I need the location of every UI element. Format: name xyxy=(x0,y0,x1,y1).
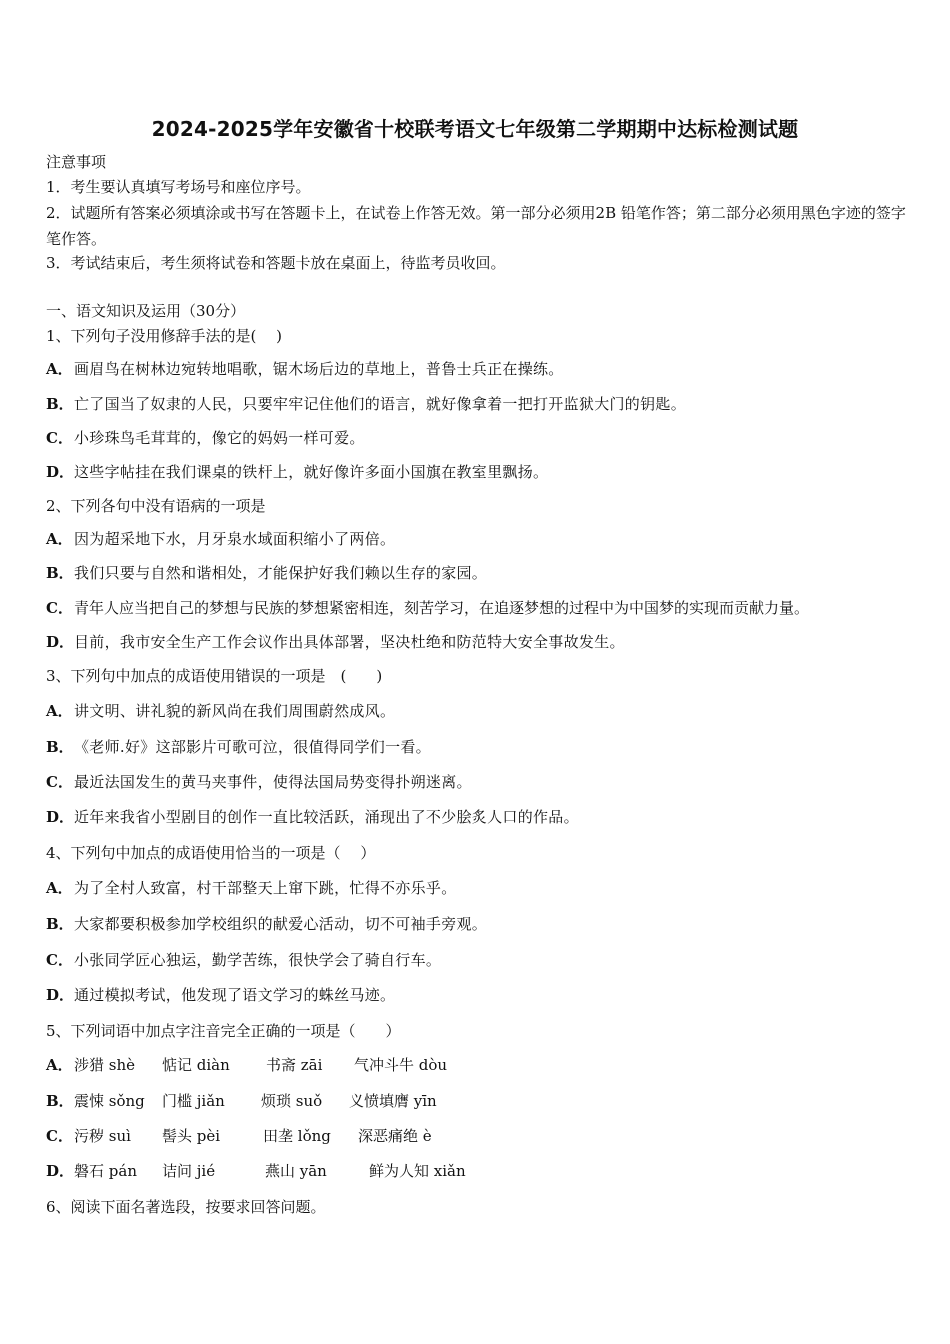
pinyin-word: 门槛 jiǎn xyxy=(162,1092,225,1110)
pinyin-word: 书斋 zāi xyxy=(266,1056,323,1074)
option-text: 《老师.好》这部影片可歌可泣，很值得同学们一看。 xyxy=(74,738,431,756)
option-letter: A． xyxy=(46,879,73,897)
option-row xyxy=(46,701,395,721)
pinyin-word: 气冲斗牛 dòu xyxy=(354,1056,448,1074)
page-title: 2024-2025学年安徽省十校联考语文七年级第二学期期中达标检测试题 xyxy=(151,117,799,141)
option-text: 最近法国发生的黄马夹事件，使得法国局势变得扑朔迷离。 xyxy=(74,773,472,791)
option-row xyxy=(46,878,457,898)
option-letter: D． xyxy=(46,808,75,826)
option-letter: A． xyxy=(46,530,73,548)
pinyin-word: 污秽 suì xyxy=(74,1127,131,1145)
notice-item: 2．试题所有答案必须填涂或书写在答题卡上，在试卷上作答无效。第一部分必须用2B 铅笔作答；第二部分必须用黑色字迹的签字笔作答。 xyxy=(46,204,906,248)
option-letter: D． xyxy=(46,986,75,1004)
option-row xyxy=(46,737,431,757)
question-stem: 4、下列句中加点的成语使用恰当的一项是（ ） xyxy=(46,844,376,862)
option-letter: D． xyxy=(46,1162,75,1180)
pinyin-word: 惦记 diàn xyxy=(162,1056,230,1074)
option-letter: B． xyxy=(46,738,74,756)
option-text: 这些字帖挂在我们课桌的铁杆上，就好像许多面小国旗在教室里飘扬。 xyxy=(74,463,549,481)
pinyin-word: 诘问 jié xyxy=(162,1162,216,1180)
option-text: 亡了国当了奴隶的人民，只要牢牢记住他们的语言，就好像拿着一把打开监狱大门的钥匙。 xyxy=(74,395,687,413)
option-text: 大家都要积极参加学校组织的献爱心活动，切不可袖手旁观。 xyxy=(74,915,488,933)
notice-heading: 注意事项 xyxy=(46,153,107,171)
question-stem: 3、下列句中加点的成语使用错误的一项是 ( ) xyxy=(46,667,383,685)
question-stem: 5、下列词语中加点字注音完全正确的一项是（ ） xyxy=(46,1022,401,1040)
option-row xyxy=(46,1091,437,1111)
option-row xyxy=(46,807,579,827)
option-row xyxy=(46,359,564,379)
option-row xyxy=(46,563,487,583)
option-text: 近年来我省小型剧目的创作一直比较活跃，涌现出了不少脍炙人口的作品。 xyxy=(74,808,579,826)
option-row xyxy=(46,462,548,482)
question-stem: 1、下列句子没用修辞手法的是( ) xyxy=(46,327,283,345)
pinyin-word: 烦琐 suǒ xyxy=(261,1092,323,1110)
question-stem: 2、下列各句中没有语病的一项是 xyxy=(46,497,266,515)
option-row xyxy=(46,1126,432,1146)
option-letter: A． xyxy=(46,360,73,378)
pinyin-word: 燕山 yān xyxy=(265,1162,327,1180)
option-letter: B． xyxy=(46,915,74,933)
option-row xyxy=(46,914,487,934)
option-letter: A． xyxy=(46,1056,73,1074)
pinyin-word: 髻头 pèi xyxy=(162,1127,221,1145)
option-text: 因为超采地下水，月牙泉水域面积缩小了两倍。 xyxy=(74,530,396,548)
pinyin-word: 深恶痛绝 è xyxy=(358,1127,432,1145)
notice-item: 1．考生要认真填写考场号和座位序号。 xyxy=(46,178,311,196)
option-letter: A． xyxy=(46,702,73,720)
pinyin-word: 震悚 sǒng xyxy=(74,1092,145,1110)
pinyin-word: 磐石 pán xyxy=(74,1162,137,1180)
pinyin-word: 鲜为人知 xiǎn xyxy=(369,1162,466,1180)
question-stem: 6、阅读下面名著选段，按要求回答问题。 xyxy=(46,1198,326,1216)
option-text: 通过模拟考试，他发现了语文学习的蛛丝马迹。 xyxy=(74,986,396,1004)
notice-item: 3．考试结束后，考生须将试卷和答题卡放在桌面上，待监考员收回。 xyxy=(46,254,506,272)
section-heading: 一、语文知识及运用（30分） xyxy=(46,302,246,320)
option-letter: C． xyxy=(46,429,73,447)
option-text: 讲文明、讲礼貌的新风尚在我们周围蔚然成风。 xyxy=(74,702,396,720)
option-text: 小张同学匠心独运，勤学苦练，很快学会了骑自行车。 xyxy=(74,951,442,969)
option-letter: B． xyxy=(46,395,74,413)
option-text: 青年人应当把自己的梦想与民族的梦想紧密相连，刻苦学习，在追逐梦想的过程中为中国梦的实现而贡献力量。 xyxy=(74,599,810,617)
option-letter: C． xyxy=(46,951,73,969)
option-text: 为了全村人致富，村干部整天上窜下跳，忙得不亦乐乎。 xyxy=(74,879,457,897)
option-row xyxy=(46,772,472,792)
option-row xyxy=(46,1161,466,1181)
option-row xyxy=(46,1055,447,1075)
option-letter: C． xyxy=(46,599,73,617)
option-letter: C． xyxy=(46,773,73,791)
option-row xyxy=(46,632,625,652)
option-text: 目前，我市安全生产工作会议作出具体部署，坚决杜绝和防范特大安全事故发生。 xyxy=(74,633,625,651)
option-text: 小珍珠鸟毛茸茸的，像它的妈妈一样可爱。 xyxy=(74,429,365,447)
option-row xyxy=(46,598,809,618)
pinyin-word: 田垄 lǒng xyxy=(263,1127,331,1145)
option-letter: D． xyxy=(46,633,75,651)
option-row xyxy=(46,428,365,448)
option-row xyxy=(46,529,395,549)
option-letter: B． xyxy=(46,1092,74,1110)
option-row xyxy=(46,950,441,970)
option-letter: D． xyxy=(46,463,75,481)
pinyin-word: 义愤填膺 yīn xyxy=(349,1092,437,1110)
option-letter: B． xyxy=(46,564,74,582)
option-row xyxy=(46,985,395,1005)
option-text: 我们只要与自然和谐相处，才能保护好我们赖以生存的家园。 xyxy=(74,564,488,582)
option-row xyxy=(46,394,686,414)
pinyin-word: 涉猎 shè xyxy=(74,1056,136,1074)
option-letter: C． xyxy=(46,1127,73,1145)
option-text: 画眉鸟在树林边宛转地唱歌，锯木场后边的草地上，普鲁士兵正在操练。 xyxy=(74,360,564,378)
